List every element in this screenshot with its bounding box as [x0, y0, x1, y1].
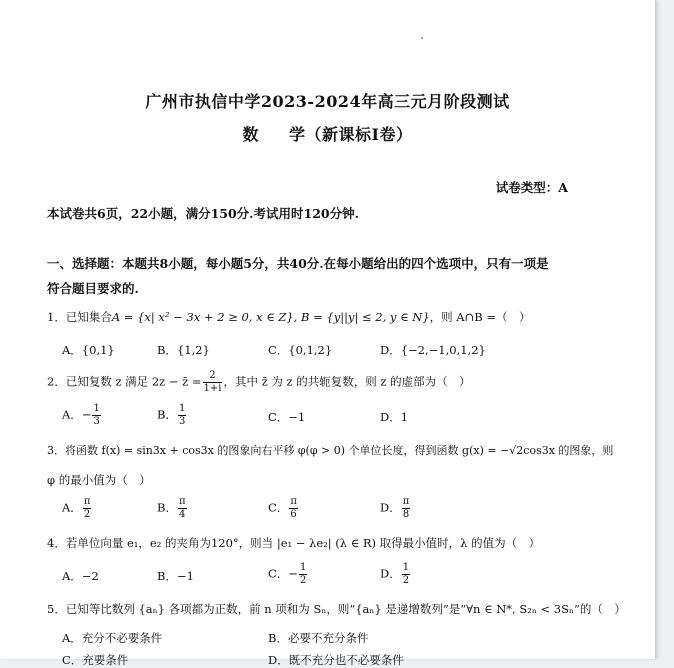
q2-suffix: ，其中 z̄ 为 z 的共轭复数，则 z 的虚部为（ ） — [223, 374, 471, 389]
question-3-cont: φ 的最小值为（ ） — [47, 473, 151, 487]
q5-option-d: D．既不充分也不必要条件 — [268, 653, 404, 667]
q4-option-d: D． $\frac{1}{2}$ — [380, 562, 410, 586]
q5-option-b: B．必要不充分条件 — [268, 631, 369, 645]
section-heading-cont: 符合题目要求的. — [47, 281, 139, 296]
q3-option-a: A． $\frac{\pi}{2}$ — [62, 496, 91, 520]
q1-suffix: ，则 A∩B =（ ） — [429, 310, 531, 324]
subject-left: 数 — [242, 125, 259, 144]
q2-option-d: D．1 — [380, 410, 409, 424]
q2-option-a: A．− $\frac{1}{3}$ — [62, 403, 100, 427]
q1-option-a: A．{0,1} — [62, 343, 115, 357]
question-5: 5．已知等比数列 {aₙ} 各项都为正数，前 n 项和为 Sₙ，则“{aₙ} 是递增数列”是“∀n ∈ N*, S₂ₙ < 3Sₙ”的（ ） — [47, 602, 626, 616]
question-1 — [47, 309, 530, 325]
question-2 — [47, 370, 471, 395]
q2-option-c: C．−1 — [268, 410, 306, 424]
q4-option-b: B．−1 — [157, 569, 194, 583]
q1-option-b: B．{1,2} — [157, 343, 210, 357]
q2-option-b: B． $\frac{1}{3}$ — [157, 403, 186, 427]
q4-option-c: C．− $\frac{1}{2}$ — [268, 562, 307, 586]
q1-prefix: 1．已知集合 — [47, 310, 112, 324]
section-heading: 一、选择题：本题共8小题，每小题5分，共40分.在每小题给出的四个选项中，只有一项是 — [47, 256, 549, 271]
subject-right: 学（新课标I卷） — [289, 125, 413, 144]
q2-fraction: $\frac{2}{1+i}$ — [203, 370, 222, 394]
question-3: 3．将函数 f(x) = sin3x + cos3x 的图象向右平移 φ(φ > 0) 个单位长度，得到函数 g(x) = −√2cos3x 的图象，则 — [47, 444, 614, 457]
exam-intro: 本试卷共6页，22小题，满分150分.考试用时120分钟. — [47, 206, 359, 221]
paper-type: 试卷类型：A — [495, 180, 568, 195]
q5-option-c: C．充要条件 — [62, 653, 129, 667]
q3-option-b: B． $\frac{\pi}{4}$ — [157, 496, 186, 520]
q3-option-c: C． $\frac{\pi}{6}$ — [268, 496, 297, 520]
exam-title: 广州市执信中学2023-2024年高三元月阶段测试 — [145, 92, 510, 111]
question-4: 4．若单位向量 e₁，e₂ 的夹角为120°，则当 |e₁ − λe₂| (λ ∈ R) 取得最小值时，λ 的值为（ ） — [47, 536, 541, 550]
q3-option-d: D． $\frac{\pi}{8}$ — [380, 496, 410, 520]
q4-option-a: A．−2 — [62, 569, 99, 583]
q1-set-b: , B = {y||y| ≤ 2, y ∈ N} — [293, 310, 430, 324]
subject-title — [0, 122, 655, 145]
q1-option-d: D．{−2,−1,0,1,2} — [380, 343, 486, 357]
q1-set-a: A = {x| x² − 3x + 2 ≥ 0, x ∈ Z} — [111, 310, 294, 324]
q5-option-a: A．充分不必要条件 — [62, 631, 163, 645]
stray-dot — [421, 37, 423, 39]
q1-option-c: C．{0,1,2} — [268, 343, 333, 357]
q2-prefix: 2．已知复数 z 满足 2z − z̄ = — [47, 374, 202, 389]
